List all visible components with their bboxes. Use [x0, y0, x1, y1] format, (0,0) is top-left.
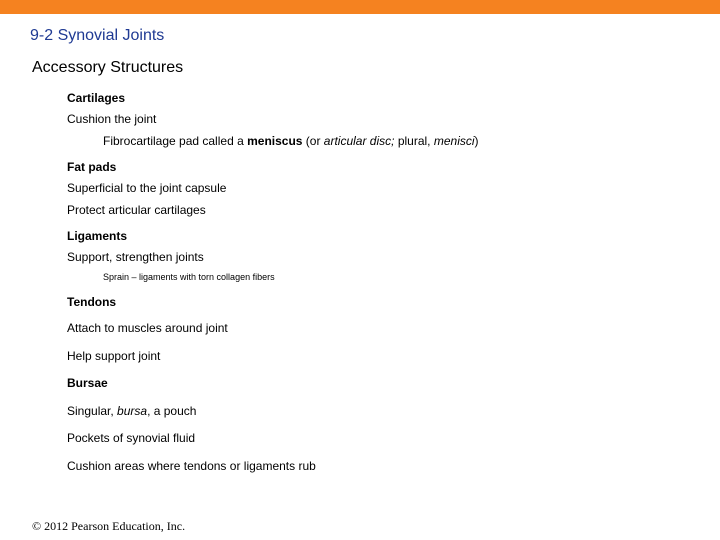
meniscus-text-pre: Fibrocartilage pad called a [103, 134, 248, 148]
bursa-text-pre: Singular, [67, 404, 118, 418]
ligaments-item-1: Support, strengthen joints [67, 250, 204, 264]
ligaments-heading: Ligaments [67, 229, 128, 243]
meniscus-text-mid2: plural, [394, 134, 434, 148]
tendons-item-2: Help support joint [67, 349, 161, 363]
bursae-heading: Bursae [67, 376, 108, 390]
copyright-footer: © 2012 Pearson Education, Inc. [32, 519, 186, 533]
meniscus-text-mid: (or [302, 134, 324, 148]
top-accent-bar [0, 0, 720, 14]
slide-title: 9-2 Synovial Joints [30, 27, 165, 44]
slide-subtitle: Accessory Structures [32, 59, 184, 76]
menisci-term: menisci [433, 134, 475, 148]
tendons-item-1: Attach to muscles around joint [67, 321, 228, 335]
bursa-text-end: , a pouch [147, 404, 197, 418]
bursae-item-2: Pockets of synovial fluid [67, 431, 196, 445]
bursae-item-3: Cushion areas where tendons or ligaments rub [67, 459, 316, 473]
cartilages-item-1: Cushion the joint [67, 112, 157, 126]
articular-disc-term: articular disc; [323, 134, 395, 148]
meniscus-text-end: ) [474, 134, 479, 148]
fat-pads-item-1: Superficial to the joint capsule [67, 181, 227, 195]
fat-pads-item-2: Protect articular cartilages [67, 203, 206, 217]
bursae-item-1 [67, 404, 196, 418]
cartilages-subitem-1 [103, 134, 479, 148]
bursa-term: bursa [117, 404, 148, 418]
tendons-heading: Tendons [67, 295, 117, 309]
cartilages-heading: Cartilages [67, 91, 126, 105]
ligaments-subitem-1: Sprain – ligaments with torn collagen fibers [103, 272, 275, 282]
meniscus-term: meniscus [247, 134, 303, 148]
fat-pads-heading: Fat pads [67, 160, 117, 174]
